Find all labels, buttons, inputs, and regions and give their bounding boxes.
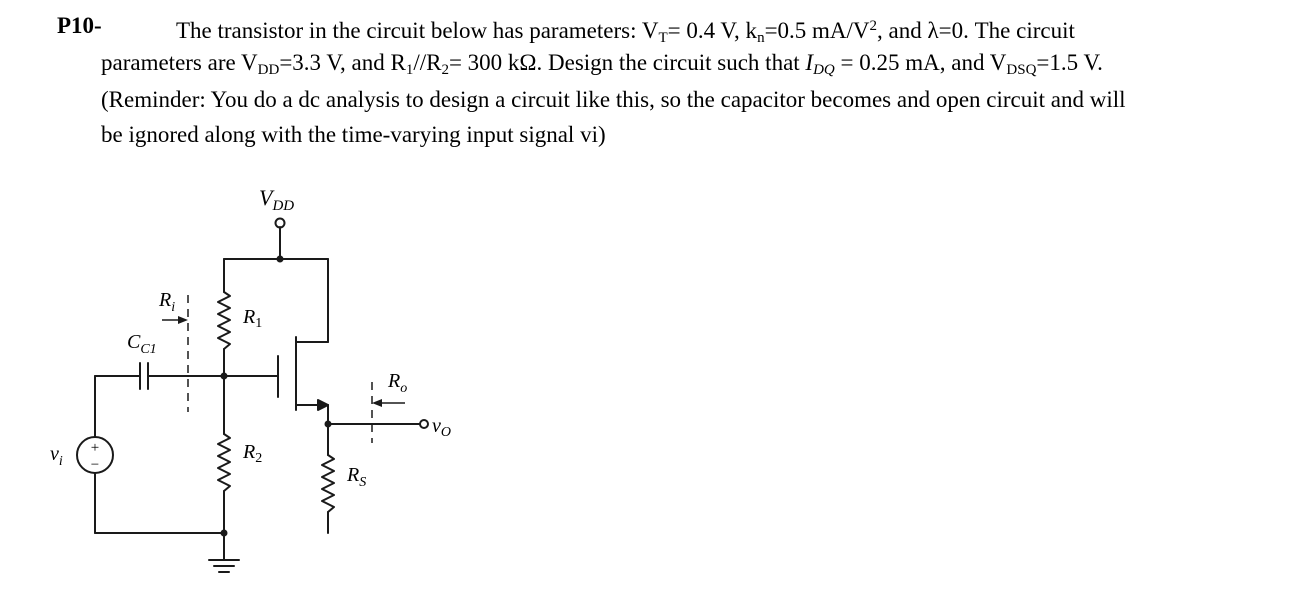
problem-line-4: be ignored along with the time-varying input signal vi) — [101, 122, 606, 147]
ground-icon — [209, 553, 239, 572]
ri-arrow-icon — [178, 316, 188, 324]
minus-sign: − — [90, 457, 100, 473]
problem-line-1: The transistor in the circuit below has parameters: $V_T= 0.4$ V, $k_n=0.5$ $mA/V^2$, and λ=0. The circuit — [176, 18, 1075, 46]
mosfet-arrow — [318, 400, 328, 410]
vdd-label: $V_{DD}$ — [259, 185, 295, 214]
r1-label: $R_1$ — [243, 306, 263, 331]
r2-resistor — [218, 434, 230, 491]
r1-resistor — [218, 292, 230, 349]
problem-line-2: parameters are $V_{DD}=3.3$ V, and $R_1//R_2= 300$ kΩ. Design the circuit such that $I_{DQ} = 0.25$ mA, and $V_{DSQ}=1.5$ V. — [101, 50, 1103, 78]
junction-dots — [221, 256, 332, 537]
plus-sign: + — [90, 440, 100, 456]
ro-arrow-icon — [372, 399, 382, 407]
vo-terminal — [420, 420, 428, 428]
vi-label: $v_i$ — [50, 443, 63, 469]
rs-label: $R_S$ — [347, 464, 367, 490]
cc1-label: $C_{C1}$ — [127, 331, 157, 357]
rs-resistor — [322, 455, 334, 512]
vo-label: $v_O$ — [432, 415, 452, 440]
problem-number: P10- — [57, 13, 102, 38]
ro-label: $R_o$ — [388, 370, 408, 396]
ri-label: $R_i$ — [159, 289, 176, 315]
problem-line-3: (Reminder: You do a dc analysis to design a circuit like this, so the capacitor becomes and open circuit and will — [101, 87, 1126, 112]
r2-label: $R_2$ — [243, 441, 263, 466]
